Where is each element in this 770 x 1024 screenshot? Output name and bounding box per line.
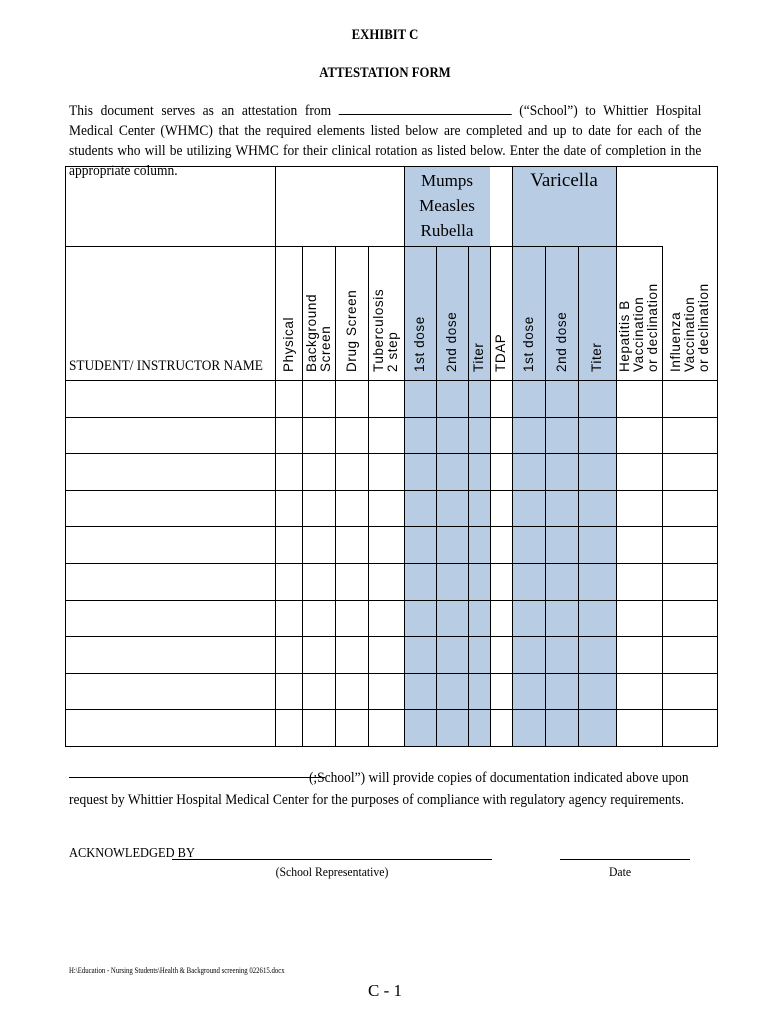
column-header-varicella-titer [590, 343, 604, 373]
completion-date-cell[interactable] [438, 602, 467, 635]
completion-date-cell[interactable] [618, 711, 661, 744]
completion-date-cell[interactable] [664, 638, 716, 671]
completion-date-cell[interactable] [514, 492, 544, 525]
column-header-line: Screen [317, 325, 333, 372]
form-title: ATTESTATION FORM [319, 65, 451, 81]
mumps-label: Mumps [421, 171, 473, 190]
completion-date-cell[interactable] [547, 455, 577, 488]
completion-date-cell[interactable] [277, 382, 301, 415]
column-header-drug-screen [345, 290, 359, 372]
column-header-line: 2 step [385, 331, 400, 372]
column-header-mmr-1st-dose [413, 316, 427, 372]
rubella-label: Rubella [420, 221, 474, 240]
completion-date-cell[interactable] [547, 675, 577, 708]
column-header-tdap [494, 334, 508, 372]
completion-date-cell[interactable] [406, 565, 435, 598]
student-name-cell[interactable] [67, 675, 274, 708]
column-header-influenza [669, 283, 711, 372]
completion-date-cell[interactable] [547, 602, 577, 635]
student-name-cell[interactable] [67, 455, 274, 488]
column-header-line: 1st dose [520, 316, 536, 372]
completion-date-cell[interactable] [438, 382, 467, 415]
completion-date-cell[interactable] [438, 528, 467, 561]
completion-date-cell[interactable] [304, 455, 334, 488]
column-header-varicella-1st-dose [522, 316, 536, 372]
varicella-group-header: Varicella [530, 170, 598, 191]
completion-date-cell[interactable] [277, 419, 301, 452]
completion-date-cell[interactable] [406, 638, 435, 671]
completion-date-cell[interactable] [514, 419, 544, 452]
student-name-cell[interactable] [67, 565, 274, 598]
student-name-cell[interactable] [67, 382, 274, 415]
column-header-tuberculosis [372, 289, 400, 372]
completion-date-cell[interactable] [406, 492, 435, 525]
completion-date-cell[interactable] [406, 711, 435, 744]
completion-date-cell[interactable] [492, 382, 511, 415]
completion-date-cell[interactable] [370, 711, 403, 744]
completion-date-cell[interactable] [492, 602, 511, 635]
acknowledged-signature-line[interactable] [172, 859, 492, 860]
completion-date-cell[interactable] [664, 565, 716, 598]
student-name-cell[interactable] [67, 602, 274, 635]
completion-date-cell[interactable] [470, 638, 489, 671]
completion-date-cell[interactable] [492, 711, 511, 744]
column-header-line: TDAP [493, 333, 508, 372]
completion-date-cell[interactable] [470, 565, 489, 598]
completion-date-cell[interactable] [514, 638, 544, 671]
completion-date-cell[interactable] [492, 419, 511, 452]
completion-date-cell[interactable] [580, 492, 615, 525]
student-name-cell[interactable] [67, 711, 274, 744]
column-header-line: Vaccination [681, 296, 697, 372]
completion-date-cell[interactable] [438, 455, 467, 488]
completion-date-cell[interactable] [514, 528, 544, 561]
completion-date-cell[interactable] [580, 711, 615, 744]
completion-date-cell[interactable] [304, 528, 334, 561]
intro-text-end: (“School”) to Whittier Hospital Medical Center (WHMC) that the required elements listed below are completed and up to date for each of the students who will be utilizing WHMC for their clinical rotation as listed below. Enter the date of completion in the appropriate column. [69, 103, 702, 179]
completion-date-cell[interactable] [438, 711, 467, 744]
column-header-line: Tuberculosis [371, 288, 386, 372]
column-header-mmr-titer [472, 343, 486, 373]
column-header-line: Influenza [667, 311, 683, 372]
column-header-physical [282, 317, 296, 372]
column-header-line: Background [303, 293, 319, 372]
completion-date-cell[interactable] [664, 492, 716, 525]
school-representative-label: (School Representative) [275, 864, 389, 879]
completion-date-cell[interactable] [277, 492, 301, 525]
measles-label: Measles [419, 196, 475, 215]
completion-date-cell[interactable] [470, 455, 489, 488]
completion-date-cell[interactable] [580, 565, 615, 598]
column-header-line: 2nd dose [444, 311, 459, 372]
completion-date-cell[interactable] [514, 711, 544, 744]
completion-date-cell[interactable] [438, 675, 467, 708]
completion-date-cell[interactable] [514, 382, 544, 415]
completion-date-cell[interactable] [492, 565, 511, 598]
completion-date-cell[interactable] [370, 638, 403, 671]
completion-date-cell[interactable] [277, 455, 301, 488]
completion-date-cell[interactable] [547, 565, 577, 598]
column-header-line: 1st dose [412, 316, 427, 372]
completion-date-cell[interactable] [470, 382, 489, 415]
completion-date-cell[interactable] [664, 602, 716, 635]
completion-date-cell[interactable] [547, 419, 577, 452]
completion-date-cell[interactable] [406, 675, 435, 708]
completion-date-cell[interactable] [337, 565, 367, 598]
completion-date-cell[interactable] [304, 492, 334, 525]
completion-date-cell[interactable] [406, 382, 435, 415]
intro-text-start: This document serves as an attestation from [69, 103, 332, 119]
date-label: Date [608, 864, 632, 879]
completion-date-cell[interactable] [580, 382, 615, 415]
completion-date-cell[interactable] [664, 419, 716, 452]
completion-date-cell[interactable] [618, 419, 661, 452]
column-header-line: 2nd dose [553, 311, 569, 372]
column-header-line: Titer [471, 342, 486, 372]
completion-date-cell[interactable] [406, 419, 435, 452]
column-header-background-screen [305, 294, 333, 372]
completion-date-cell[interactable] [470, 602, 489, 635]
school-statement: (;School”) will provide copies of documentation indicated above upon request by Whittier Hospital Medical Center for the purposes of compliance with regulatory agency requirements. [69, 770, 689, 808]
student-name-cell[interactable] [67, 528, 274, 561]
column-header-line: Titer [589, 342, 604, 372]
completion-date-cell[interactable] [514, 602, 544, 635]
acknowledged-label: ACKNOWLEDGED BY [69, 845, 195, 860]
completion-date-cell[interactable] [370, 565, 403, 598]
completion-date-cell[interactable] [470, 528, 489, 561]
completion-date-cell[interactable] [514, 455, 544, 488]
column-header-line: or declination [645, 283, 660, 372]
completion-date-cell[interactable] [304, 382, 334, 415]
completion-date-cell[interactable] [618, 382, 661, 415]
completion-date-cell[interactable] [438, 492, 467, 525]
completion-date-cell[interactable] [618, 455, 661, 488]
completion-date-cell[interactable] [370, 528, 403, 561]
completion-date-cell[interactable] [277, 711, 301, 744]
completion-date-cell[interactable] [664, 528, 716, 561]
column-header-line: Hepatitis B [617, 300, 632, 372]
completion-date-cell[interactable] [370, 455, 403, 488]
completion-date-cell[interactable] [304, 565, 334, 598]
completion-date-cell[interactable] [664, 382, 716, 415]
completion-date-cell[interactable] [337, 602, 367, 635]
completion-date-cell[interactable] [580, 419, 615, 452]
completion-date-cell[interactable] [304, 638, 334, 671]
completion-date-cell[interactable] [304, 675, 334, 708]
column-header-hepatitis-b [618, 283, 660, 372]
completion-date-cell[interactable] [618, 492, 661, 525]
completion-date-cell[interactable] [406, 602, 435, 635]
column-header-mmr-2nd-dose [445, 312, 459, 372]
completion-date-cell[interactable] [514, 565, 544, 598]
completion-date-cell[interactable] [370, 602, 403, 635]
column-header-line: Physical [280, 316, 296, 372]
completion-date-cell[interactable] [370, 382, 403, 415]
completion-date-cell[interactable] [580, 455, 615, 488]
completion-date-cell[interactable] [580, 602, 615, 635]
student-name-cell[interactable] [67, 492, 274, 525]
completion-date-cell[interactable] [492, 528, 511, 561]
completion-date-cell[interactable] [547, 711, 577, 744]
completion-date-cell[interactable] [470, 711, 489, 744]
column-header-varicella-2nd-dose [555, 312, 569, 372]
completion-date-cell[interactable] [277, 528, 301, 561]
column-header-line: Drug Screen [343, 289, 359, 372]
date-line[interactable] [560, 859, 690, 860]
exhibit-heading: EXHIBIT C [351, 27, 419, 43]
completion-date-cell[interactable] [406, 455, 435, 488]
completion-date-cell[interactable] [277, 675, 301, 708]
completion-date-cell[interactable] [438, 565, 467, 598]
completion-date-cell[interactable] [492, 492, 511, 525]
completion-date-cell[interactable] [580, 638, 615, 671]
completion-date-cell[interactable] [547, 638, 577, 671]
completion-date-cell[interactable] [664, 455, 716, 488]
mmr-group-header [404, 168, 490, 243]
completion-date-cell[interactable] [547, 528, 577, 561]
page-number: C - 1 [368, 981, 402, 1000]
completion-date-cell[interactable] [337, 638, 367, 671]
completion-date-cell[interactable] [492, 638, 511, 671]
completion-date-cell[interactable] [304, 602, 334, 635]
completion-date-cell[interactable] [492, 455, 511, 488]
completion-date-cell[interactable] [664, 711, 716, 744]
completion-date-cell[interactable] [438, 419, 467, 452]
completion-date-cell[interactable] [492, 675, 511, 708]
completion-date-cell[interactable] [470, 675, 489, 708]
completion-date-cell[interactable] [470, 492, 489, 525]
completion-date-cell[interactable] [370, 492, 403, 525]
completion-date-cell[interactable] [337, 675, 367, 708]
completion-date-cell[interactable] [618, 528, 661, 561]
completion-date-cell[interactable] [618, 638, 661, 671]
completion-date-cell[interactable] [370, 419, 403, 452]
completion-date-cell[interactable] [580, 528, 615, 561]
completion-date-cell[interactable] [337, 382, 367, 415]
completion-date-cell[interactable] [438, 638, 467, 671]
completion-date-cell[interactable] [618, 675, 661, 708]
completion-date-cell[interactable] [514, 675, 544, 708]
completion-date-cell[interactable] [337, 419, 367, 452]
student-name-cell[interactable] [67, 638, 274, 671]
completion-date-cell[interactable] [470, 419, 489, 452]
completion-date-cell[interactable] [277, 565, 301, 598]
column-header-line: or declination [695, 283, 711, 372]
completion-date-cell[interactable] [580, 675, 615, 708]
completion-date-cell[interactable] [618, 565, 661, 598]
completion-date-cell[interactable] [337, 492, 367, 525]
completion-date-cell[interactable] [277, 638, 301, 671]
student-instructor-name-header: STUDENT/ INSTRUCTOR NAME [69, 358, 263, 374]
completion-date-cell[interactable] [370, 675, 403, 708]
completion-date-cell[interactable] [664, 675, 716, 708]
completion-date-cell[interactable] [337, 455, 367, 488]
completion-date-cell[interactable] [547, 492, 577, 525]
column-header-line: Vaccination [631, 296, 646, 372]
completion-date-cell[interactable] [547, 382, 577, 415]
completion-date-cell[interactable] [406, 528, 435, 561]
completion-date-cell[interactable] [337, 711, 367, 744]
file-path: H:\Education - Nursing Students\Health & Background screening 022615.docx [69, 966, 285, 975]
completion-date-cell[interactable] [304, 419, 334, 452]
completion-date-cell[interactable] [337, 528, 367, 561]
completion-date-cell[interactable] [618, 602, 661, 635]
student-name-cell[interactable] [67, 419, 274, 452]
completion-date-cell[interactable] [277, 602, 301, 635]
completion-date-cell[interactable] [304, 711, 334, 744]
